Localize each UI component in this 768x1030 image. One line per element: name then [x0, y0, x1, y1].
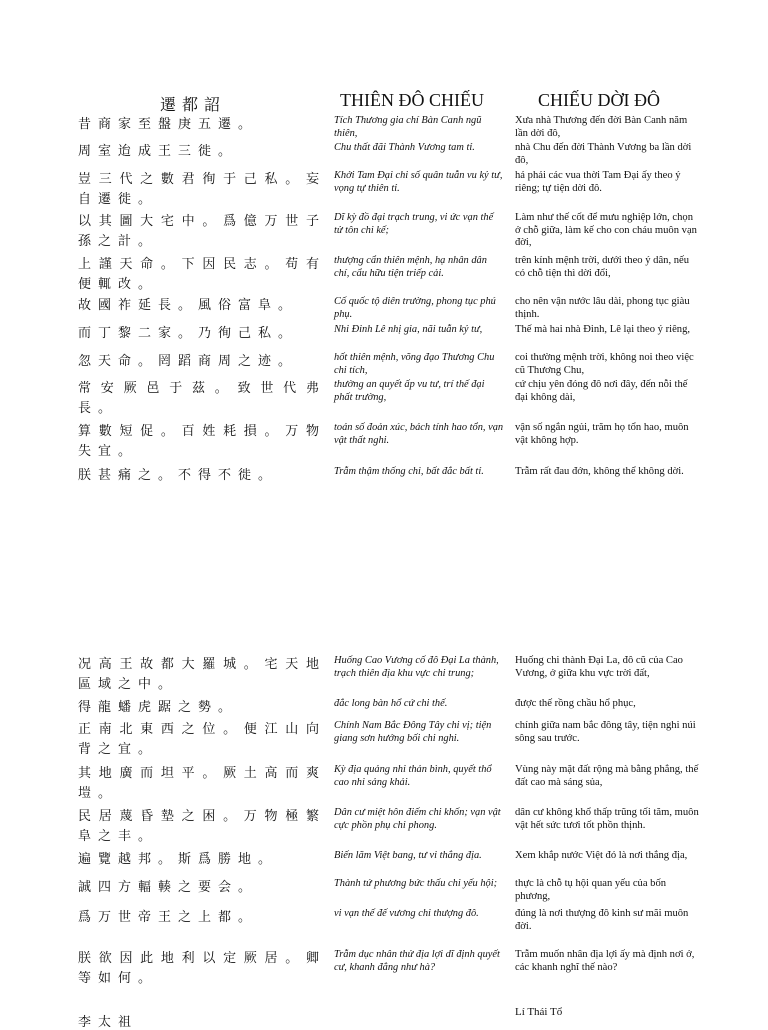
han-text: 得龍蟠虎踞之勢。: [78, 700, 239, 715]
han-text: 而丁黎二家。乃徇己私。: [78, 326, 299, 341]
han-text: 上謹天命。下因民志。苟有便輒改。: [78, 257, 326, 292]
viet-text: Vùng này mặt đất rộng mà bằng phẳng, thế đất cao mà sáng sủa,: [515, 764, 699, 788]
han-text: 朕欲因此地利以定厥居。卿等如何。: [78, 951, 326, 986]
viet-text: Thế mà hai nhà Đinh, Lê lại theo ý riêng,: [515, 324, 691, 335]
sino-viet-text: Dân cư miệt hôn điếm chi khốn; vạn vật cực phồn phụ chi phong.: [334, 807, 501, 831]
han-text: 况高王故都大羅城。宅天地區域之中。: [78, 657, 326, 692]
sino-viet-text: Biến lãm Việt bang, tư vi thắng địa.: [334, 850, 482, 861]
author-han: 李太祖: [78, 1015, 139, 1030]
han-text: 常安厥邑于茲。致世代弗長。: [78, 381, 326, 416]
sino-viet-text: Chính Nam Bắc Đông Tây chi vị; tiện giang sơn hướng bối chi nghi.: [334, 720, 492, 744]
viet-text: Huống chi thành Đại La, đô cũ của Cao Vương, ở giữa khu vực trời đất,: [515, 655, 683, 679]
viet-text: dân cư không khổ thấp trũng tối tăm, muôn vật hết sức tươi tốt phồn thịnh.: [515, 807, 699, 831]
viet-text: cứ chịu yên đóng đô nơi đây, đến nỗi thế đại không dài,: [515, 379, 688, 403]
sino-viet-text: Huống Cao Vương cố đô Đại La thành, trạch thiên địa khu vực chi trung;: [334, 655, 499, 679]
viet-text: Trẫm muốn nhân địa lợi ấy mà định nơi ở, các khanh nghĩ thế nào?: [515, 949, 695, 973]
author-viet: Lí Thái Tổ: [515, 1006, 563, 1018]
viet-text: vận số ngắn ngủi, trăm họ tổn hao, muôn vật không hợp.: [515, 422, 689, 446]
han-text: 爲万世帝王之上都。: [78, 910, 259, 925]
sino-viet-text: Kỳ địa quảng nhi thản bình, quyết thổ cao nhi sảng khải.: [334, 764, 492, 788]
viet-text: Làm như thế cốt để mưu nghiệp lớn, chọn ở chỗ giữa, làm kế cho con cháu muôn vạn đời,: [515, 212, 697, 248]
title-sino-viet: THIÊN ĐÔ CHIẾU: [340, 90, 484, 110]
han-text: 豈三代之數君徇于己私。妄自遷徙。: [78, 172, 326, 207]
han-text: 民居蔑昏墊之困。万物極繁阜之丰。: [78, 809, 326, 844]
han-text: 周室迨成王三徙。: [78, 144, 239, 159]
viet-text: được thế rồng chầu hổ phục,: [515, 698, 636, 709]
viet-text: trên kính mệnh trời, dưới theo ý dân, nếu có chỗ tiện thì dời đổi,: [515, 255, 690, 279]
sino-viet-text: Khởi Tam Đại chi số quân tuẫn vu kỷ tư, vọng tự thiên tỉ.: [334, 170, 503, 194]
sino-viet-text: đắc long bàn hổ cứ chi thế.: [334, 698, 448, 709]
viet-text: cho nên vận nước lâu dài, phong tục giàu thịnh.: [515, 296, 690, 320]
viet-text: nhà Chu đến đời Thành Vương ba lần dời đô,: [515, 142, 692, 166]
viet-text: thực là chỗ tụ hội quan yếu của bốn phương,: [515, 878, 667, 902]
han-text: 其地廣而坦平。厥土高而爽塏。: [78, 766, 326, 801]
sino-viet-text: vi vạn thế đế vương chi thượng đô.: [334, 908, 479, 919]
title-viet: CHIẾU DỜI ĐÔ: [538, 90, 660, 110]
sino-viet-text: Dĩ kỳ đồ đại trạch trung, vi ức vạn thế tử tôn chi kế;: [334, 212, 494, 236]
title-han: 遷都詔: [160, 95, 227, 114]
viet-text: coi thường mệnh trời, không noi theo việc cũ Thương Chu,: [515, 352, 694, 376]
han-text: 以其圖大宅中。爲億万世子孫之計。: [78, 214, 326, 249]
han-text: 遍覽越邦。斯爲勝地。: [78, 852, 279, 867]
sino-viet-text: hốt thiên mệnh, võng đạo Thương Chu chi tích,: [334, 352, 495, 376]
viet-text: chính giữa nam bắc đông tây, tiện nghi núi sông sau trước.: [515, 720, 696, 744]
han-text: 算數短促。百姓耗損。万物失宜。: [78, 424, 326, 459]
viet-text: há phải các vua thời Tam Đại ấy theo ý riêng; tự tiện dời đô.: [515, 170, 681, 194]
han-text: 昔商家至盤庚五遷。: [78, 117, 259, 132]
han-text: 誠四方輻輳之要会。: [78, 880, 259, 895]
han-text: 朕甚痛之。不得不徙。: [78, 468, 279, 483]
sino-viet-text: Thành tứ phương bức thấu chi yếu hội;: [334, 878, 498, 889]
viet-text: đúng là nơi thượng đô kinh sư mãi muôn đời.: [515, 908, 689, 932]
sino-viet-text: Cố quốc tộ diên trường, phong tục phú phụ.: [334, 296, 496, 320]
han-text: 正南北東西之位。便江山向背之宜。: [78, 722, 326, 757]
sino-viet-text: Nhi Đinh Lê nhị gia, nãi tuẫn kỷ tư,: [334, 324, 483, 335]
sino-viet-text: Chu thất đãi Thành Vương tam tỉ.: [334, 142, 475, 153]
sino-viet-text: Trẫm thậm thống chi, bất đắc bất tỉ.: [334, 466, 484, 477]
viet-text: Xưa nhà Thương đến đời Bàn Canh năm lần dời đô,: [515, 115, 688, 139]
sino-viet-text: thượng cẩn thiên mệnh, hạ nhân dân chí, cẩu hữu tiện triếp cải.: [334, 255, 487, 279]
han-text: 忽天命。罔蹈商周之迹。: [78, 354, 299, 369]
sino-viet-text: Tích Thương gia chí Bàn Canh ngũ thiên,: [334, 115, 482, 139]
sino-viet-text: thường an quyết ấp vu tư, trí thế đại phất trường,: [334, 379, 485, 403]
viet-text: Trẫm rất đau đớn, không thể không dời.: [515, 466, 684, 477]
viet-text: Xem khắp nước Việt đó là nơi thắng địa,: [515, 850, 688, 861]
han-text: 故國祚延長。風俗富阜。: [78, 298, 299, 313]
sino-viet-text: Trẫm dục nhân thử địa lợi dĩ định quyết cư, khanh đẳng như hà?: [334, 949, 500, 973]
sino-viet-text: toán số đoản xúc, bách tính hao tổn, vạn vật thất nghi.: [334, 422, 504, 446]
